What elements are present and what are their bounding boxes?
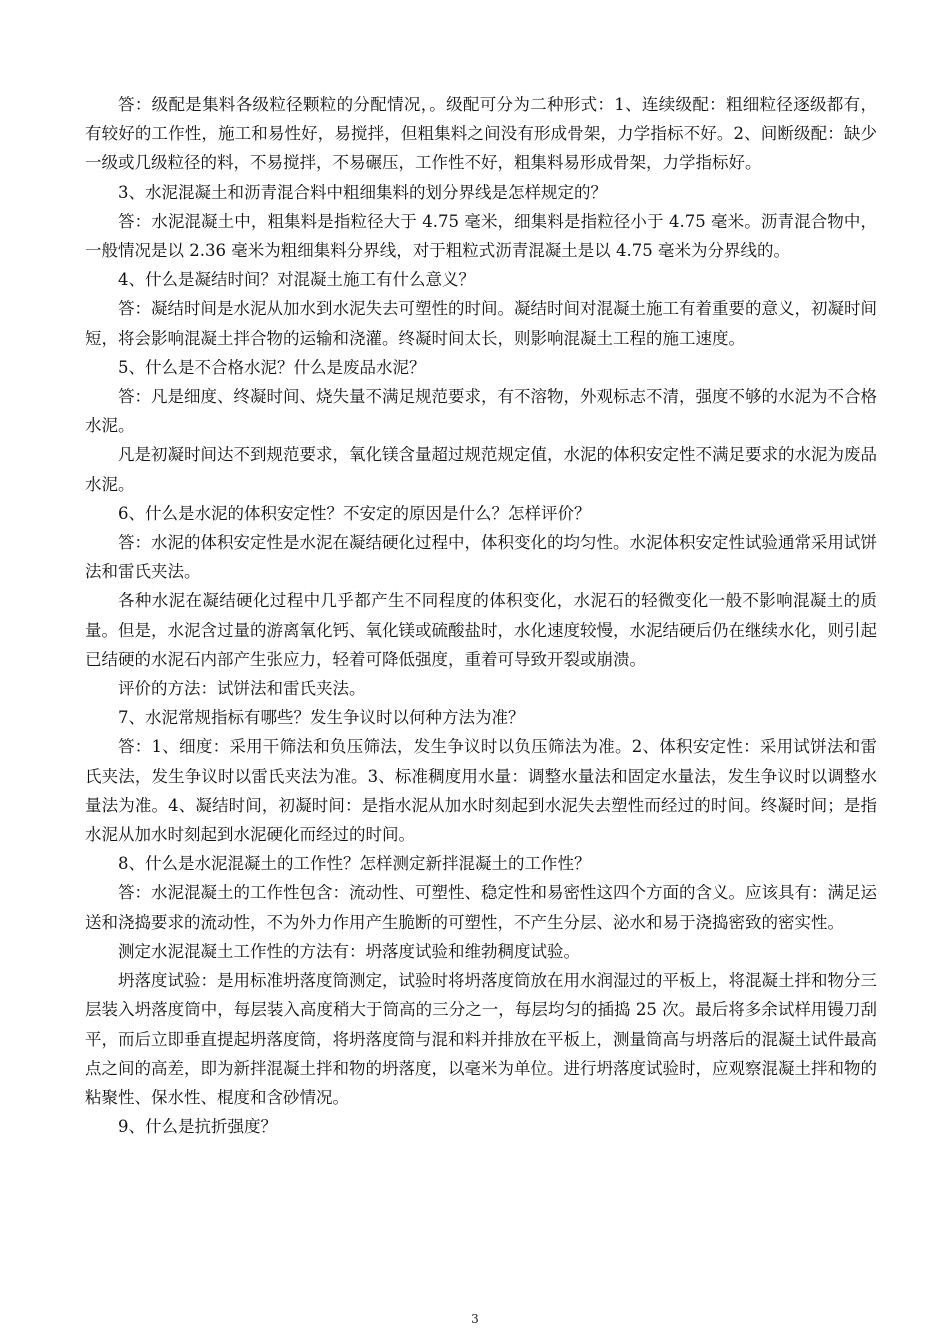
answer-7: 答：1、细度：采用干筛法和负压筛法，发生争议时以负压筛法为准。2、体积安定性：采用试饼法和雷氏夹法，发生争议时以雷氏夹法为准。3、标准稠度用水量：调整水量法和固定水量法，发生争议时以调整水量法为准。4、凝结时间，初凝时间：是指水泥从加水时刻起到水泥失去塑性而经过的时间。终凝时间；是指水泥从加水时刻起到水泥硬化而经过的时间。 [85, 737, 877, 845]
question-3: 3、水泥混凝土和沥青混合料中粗细集料的划分界线是怎样规定的？ [118, 182, 607, 202]
answer-6-part-1: 答：水泥的体积安定性是水泥在凝结硬化过程中，体积变化的均匀性。水泥体积安定性试验通常采用试饼法和雷氏夹法。 [85, 533, 877, 582]
question-6: 6、什么是水泥的体积安定性？不安定的原因是什么？怎样评价？ [118, 503, 591, 523]
document-body [85, 90, 877, 1141]
answer-8-part-1: 答：水泥混凝土的工作性包含：流动性、可塑性、稳定性和易密性这四个方面的含义。应该具有：满足运送和浇捣要求的流动性，不为外力作用产生脆断的可塑性，不产生分层、泌水和易于浇捣密致的密实性。 [85, 883, 877, 932]
question-4: 4、什么是凝结时间？对混凝土施工有什么意义？ [118, 270, 475, 290]
answer-6-part-3: 评价的方法：试饼法和雷氏夹法。 [118, 679, 366, 699]
answer-8-part-2: 测定水泥混凝土工作性的方法有：坍落度试验和维勃稠度试验。 [118, 941, 580, 961]
page-number: 3 [471, 1312, 479, 1326]
question-8: 8、什么是水泥混凝土的工作性？怎样测定新拌混凝土的工作性？ [118, 854, 591, 874]
question-7: 7、水泥常规指标有哪些？发生争议时以何种方法为准？ [118, 708, 525, 728]
paragraph-grading-answer: 答：级配是集料各级粒径颗粒的分配情况，。级配可分为二种形式：1、连续级配：粗细粒径逐级都有，有较好的工作性，施工和易性好，易搅拌，但粗集料之间没有形成骨架，力学指标不好。2、间断级配：缺少一级或几级粒径的料，不易搅拌，不易碾压，工作性不好，粗集料易形成骨架，力学指标好。 [85, 95, 877, 173]
answer-5-part-2: 凡是初凝时间达不到规范要求，氧化镁含量超过规范规定值，水泥的体积安定性不满足要求的水泥为废品水泥。 [85, 445, 877, 494]
question-5: 5、什么是不合格水泥？什么是废品水泥？ [118, 357, 426, 377]
answer-5-part-1: 答：凡是细度、终凝时间、烧失量不满足规范要求，有不溶物，外观标志不清，强度不够的水泥为不合格水泥。 [85, 387, 877, 436]
answer-4: 答：凝结时间是水泥从加水到水泥失去可塑性的时间。凝结时间对混凝土施工有着重要的意义，初凝时间短，将会影响混凝土拌合物的运输和浇灌。终凝时间太长，则影响混凝土工程的施工速度。 [85, 299, 877, 348]
answer-8-part-3: 坍落度试验：是用标准坍落度筒测定，试验时将坍落度筒放在用水润湿过的平板上，将混凝土拌和物分三层装入坍落度筒中，每层装入高度稍大于筒高的三分之一，每层均匀的插捣 25 次。最后将多余试样用镘刀刮平，而后立即垂直提起坍落度筒，将坍落度筒与混和料并排放在平板上，测量筒高与坍落后的混凝土试件最高点之间的高差，即为新拌混凝土拌和物的坍落度，以毫米为单位。进行坍落度试验时，应观察混凝土拌和物的粘聚性、保水性、棍度和含砂情况。 [85, 971, 877, 1107]
answer-3: 答：水泥混凝土中，粗集料是指粒径大于 4.75 毫米，细集料是指粒径小于 4.75 毫米。沥青混合物中，一般情况是以 2.36 毫米为粗细集料分界线，对于粗粒式沥青混凝土是以 4.75 毫米为分界线的。 [85, 211, 877, 261]
question-9: 9、什么是抗折强度？ [118, 1117, 277, 1137]
answer-6-part-2: 各种水泥在凝结硬化过程中几乎都产生不同程度的体积变化，水泥石的轻微变化一般不影响混凝土的质量。但是，水泥含过量的游离氧化钙、氧化镁或硫酸盐时，水化速度较慢，水泥结硬后仍在继续水化，则引起已结硬的水泥石内部产生张应力，轻着可降低强度，重着可导致开裂或崩溃。 [85, 591, 877, 669]
